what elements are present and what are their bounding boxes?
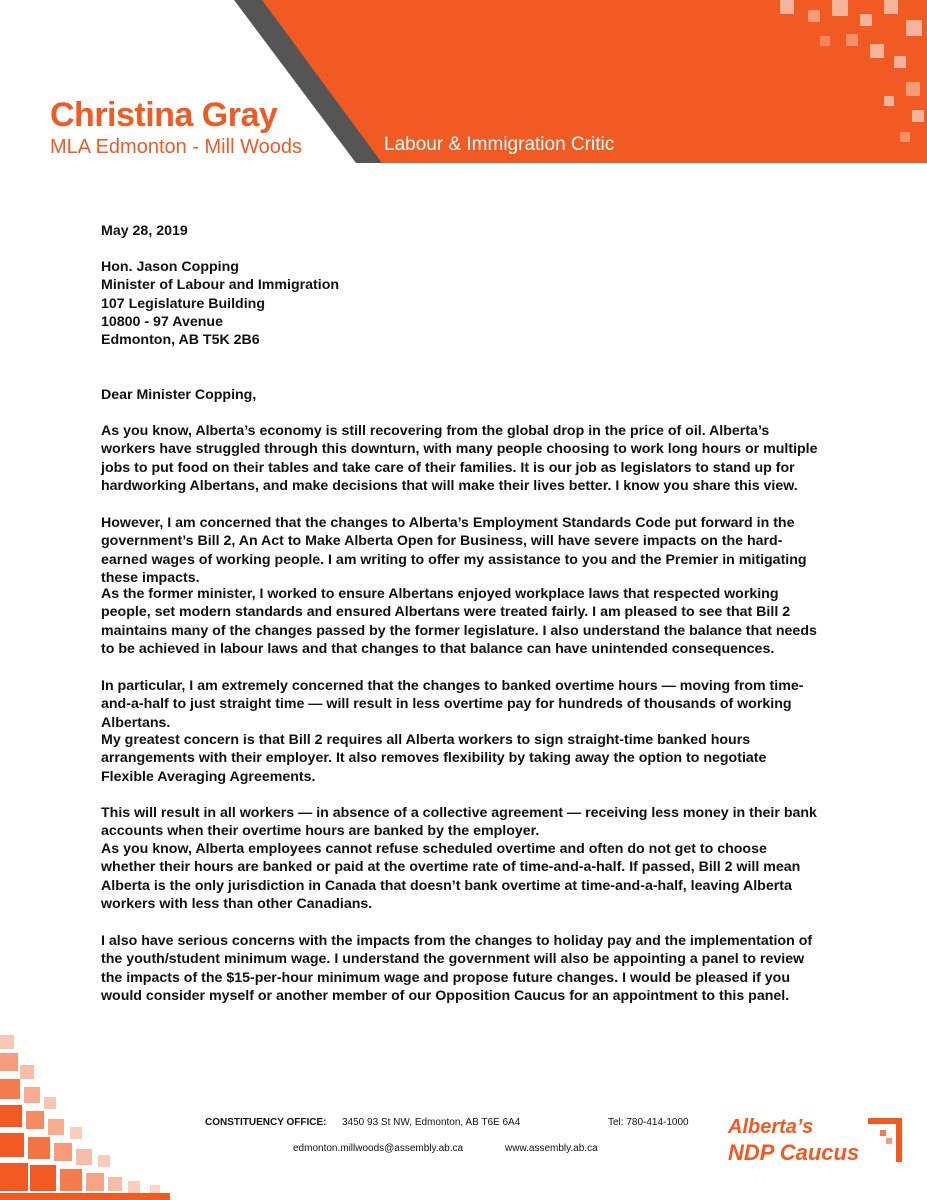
letter-date: May 28, 2019 xyxy=(101,223,188,239)
recipient-line: Edmonton, AB T5K 2B6 xyxy=(101,332,260,349)
paragraph: This will result in all workers — in absence of a collective agreement — receiving less money in their bank accounts when their overtime hours are banked by the employer. xyxy=(101,805,817,840)
office-address: 3450 93 St NW, Edmonton, AB T6E 6A4 xyxy=(342,1117,521,1128)
logo-line-2: NDP Caucus xyxy=(728,1140,860,1165)
critic-role: Labour & Immigration Critic xyxy=(384,134,615,155)
ndp-caucus-logo xyxy=(728,1116,908,1166)
salutation: Dear Minister Copping, xyxy=(101,387,257,403)
office-label: CONSTITUENCY OFFICE: xyxy=(205,1117,327,1128)
recipient-block xyxy=(101,258,821,349)
office-website[interactable]: www.assembly.ab.ca xyxy=(505,1143,598,1154)
author-riding: MLA Edmonton - Mill Woods xyxy=(50,136,302,158)
paragraph: As the former minister, I worked to ensure Albertans enjoyed workplace laws that respected working people, set modern standards and ensured Albertans were treated fairly. I am pleased to see that Bill 2 maintains many of the changes passed by the former legislature. I also understand the balance that needs to be achieved in labour laws and that changes to that balance can have unintended consequences. xyxy=(101,586,817,657)
author-name: Christina Gray xyxy=(50,96,278,134)
paragraph: As you know, Alberta employees cannot refuse scheduled overtime and often do not get to choose whether their hours are banked or paid at the overtime rate of time-and-a-half. If passed, Bill 2 will mean Alberta is the only jurisdiction in Canada that doesn’t bank overtime at time-and-a-half, leaving Alberta workers with less than other Canadians. xyxy=(101,841,801,912)
paragraph: In particular, I am extremely concerned that the changes to banked overtime hours — moving from time-and-a-half to just straight time — will result in less overtime pay for hundreds of thousands of working Albertans. xyxy=(101,678,804,731)
decorative-pattern xyxy=(0,1035,170,1200)
office-phone: Tel: 780-414-1000 xyxy=(608,1117,689,1128)
recipient-line: 10800 - 97 Avenue xyxy=(101,313,223,330)
recipient-line: 107 Legislature Building xyxy=(101,295,265,312)
office-email[interactable]: edmonton.millwoods@assembly.ab.ca xyxy=(293,1143,464,1154)
paragraph: However, I am concerned that the changes to Alberta’s Employment Standards Code put forward in the government’s Bill 2, An Act to Make Alberta Open for Business, will have severe impacts on the hard-earned wages of working people. I am writing to offer my assistance to you and the Premier in mitigating these impacts. xyxy=(101,515,807,586)
paragraph: I also have serious concerns with the impacts from the changes to holiday pay and the implementation of the youth/student minimum wage. I understand the government will also be appointing a panel to review the impacts of the $15-per-hour minimum wage and propose future changes. I would be pleased if you would consider myself or another member of our Opposition Caucus for an appointment to this panel. xyxy=(101,933,813,1004)
recipient-line: Minister of Labour and Immigration xyxy=(101,277,340,294)
paragraph: My greatest concern is that Bill 2 requires all Alberta workers to sign straight-time banked hours arrangements with their employer. It also removes flexibility by taking away the option to negotiate Flexible Averaging Agreements. xyxy=(101,732,767,785)
logo-line-1: Alberta’s xyxy=(728,1116,814,1138)
paragraph: As you know, Alberta’s economy is still recovering from the global drop in the price of oil. Alberta’s workers have struggled through this downturn, with many people choosing to work long hours or multiple jobs to put food on their tables and take care of their families. It is our job as legislators to stand up for hardworking Albertans, and make decisions that will make their lives better. I know you share this view. xyxy=(101,423,818,494)
recipient-line: Hon. Jason Copping xyxy=(101,259,239,275)
ndp-mark-icon xyxy=(868,1118,902,1162)
